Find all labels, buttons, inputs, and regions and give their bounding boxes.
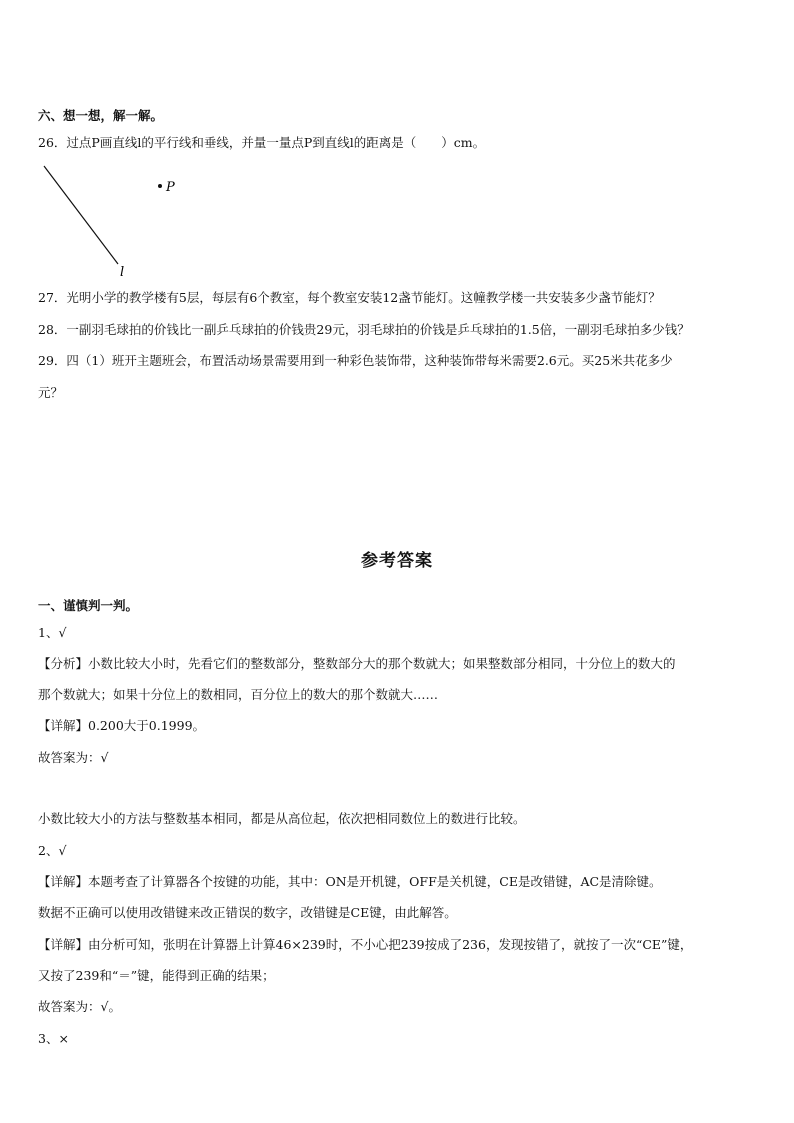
answer-2-detail2-line2: 又按了239和“＝”键，能得到正确的结果； [38,968,275,983]
line-l [44,166,118,264]
question-29-line2: 元？ [38,385,64,400]
answer-1-note: 小数比较大小的方法与整数基本相同，都是从高位起，依次把相同数位上的数进行比较。 [38,811,526,826]
question-27: 27．光明小学的教学楼有5层，每层有6个教室，每个教室安装12盏节能灯。这幢教学楼一共安装多少盏节能灯？ [38,290,661,305]
answers-title: 参考答案 [361,551,433,571]
point-label: P [166,180,175,195]
line-label: l [120,265,125,280]
section-6-title: 六、想一想，解一解。 [38,108,164,123]
answer-1-analysis-line2: 那个数就大；如果十分位上的数相同，百分位上的数大的那个数就大…… [38,687,439,702]
geometry-figure [38,160,218,280]
question-29-line1: 29．四（1）班开主题班会，布置活动场景需要用到一种彩色装饰带，这种装饰带每米需要2.6元。买25米共花多少 [38,353,673,368]
answer-2-result: 故答案为：√。 [38,999,121,1014]
answer-2-detail2-line1: 【详解】由分析可知，张明在计算器上计算46×239时，不小心把239按成了236，发现按错了，就按了一次“CE”键， [38,937,693,952]
answer-1-analysis-line1: 【分析】小数比较大小时，先看它们的整数部分，整数部分大的那个数就大；如果整数部分相同，十分位上的数大的 [38,656,676,671]
answer-2-detail1-line2: 数据不正确可以使用改错键来改正错误的数字，改错键是CE键，由此解答。 [38,905,457,920]
answer-2-number: 2、√ [38,843,67,858]
answer-1-number: 1、√ [38,625,67,640]
answer-3-number: 3、× [38,1031,69,1046]
answer-1-detail: 【详解】0.200大于0.1999。 [38,718,206,733]
question-28: 28．一副羽毛球拍的价钱比一副乒乓球拍的价钱贵29元，羽毛球拍的价钱是乒乓球拍的1.5倍，一副羽毛球拍多少钱？ [38,322,690,337]
question-26: 26．过点P画直线l的平行线和垂线，并量一量点P到直线l的距离是（ ）cm。 [38,135,486,150]
section-1-title: 一、谨慎判一判。 [38,598,139,613]
answer-2-detail1-line1: 【详解】本题考查了计算器各个按键的功能，其中：ON是开机键，OFF是关机键，CE是改错键，AC是清除键。 [38,874,662,889]
point-p [158,184,162,188]
answer-1-result: 故答案为：√ [38,750,109,765]
